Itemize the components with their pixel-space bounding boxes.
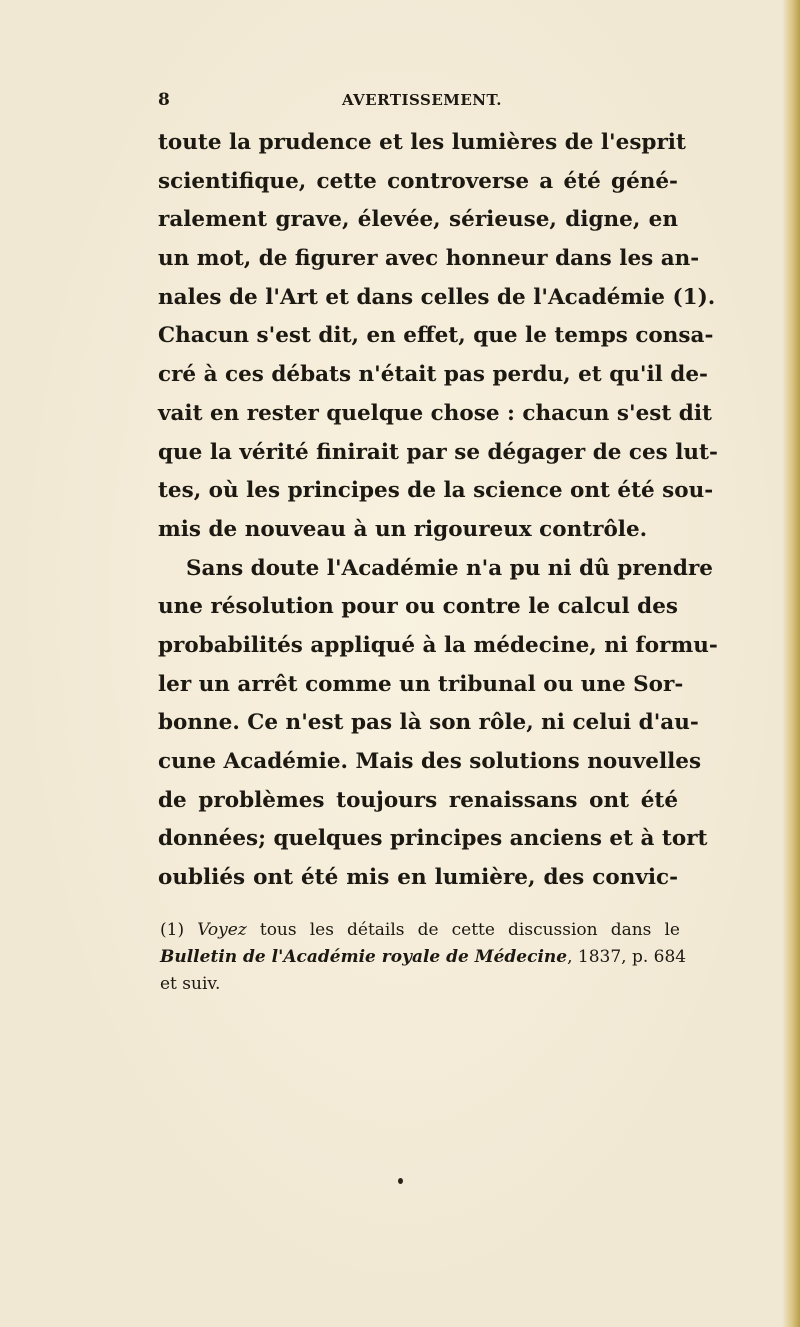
text-line: ler un arrêt comme un tribunal ou une Sor- [158,671,684,697]
footnote-line [160,917,680,944]
page-header [158,90,628,114]
text-line: que la vérité finirait par se dégager de ces lut- [158,439,718,465]
text-line: tes, où les principes de la science ont été sou- [158,478,714,504]
text-line: probabilités appliqué à la médecine, ni formu- [158,632,718,658]
text-line: de problèmes toujours renaissans ont été [158,787,678,813]
text-line: vait en rester quelque chose : chacun s'est dit [158,400,712,426]
running-title: AVERTISSEMENT. [342,91,502,109]
text-line: cune Académie. Mais des solutions nouvelles [158,749,702,774]
text-line: ralement grave, élevée, sérieuse, digne, en [158,207,678,233]
text-line: cré à ces débats n'était pas perdu, et qu'il de- [158,362,708,388]
footnote-line: et suiv. [160,974,221,994]
footnote-marker: (1) [160,920,185,940]
text-line: un mot, de figurer avec honneur dans les an- [158,246,700,272]
ink-speck [398,1178,403,1184]
footnote-text: tous les détails de cette discussion dans le [259,920,680,940]
footnote [160,917,687,998]
text-line: nales de l'Art et dans celles de l'Académie (1). [158,284,716,310]
text-line: toute la prudence et les lumières de l'esprit [158,130,686,155]
footnote-citation: , 1837, p. 684 [567,947,687,967]
text-line: scientifique, cette controverse a été géné- [158,168,678,194]
page-edge-shadow [782,0,800,1327]
text-line: Sans doute l'Académie n'a pu ni dû prendre [186,555,713,581]
footnote-journal-title: Bulletin de l'Académie royale de Médecine [160,947,568,967]
text-line: mis de nouveau à un rigoureux contrôle. [158,516,648,542]
text-line: une résolution pour ou contre le calcul des [158,594,678,620]
text-line: bonne. Ce n'est pas là son rôle, ni celui d'au- [158,710,699,736]
footnote-voyez: Voyez [197,920,247,940]
text-line: oubliés ont été mis en lumière, des convic- [158,865,678,891]
page-number: 8 [158,90,171,110]
text-line: données; quelques principes anciens et à tort [158,826,708,852]
body-text [158,124,718,898]
text-line: Chacun s'est dit, en effet, que le temps consa- [158,323,714,349]
footnote-line [160,944,687,971]
